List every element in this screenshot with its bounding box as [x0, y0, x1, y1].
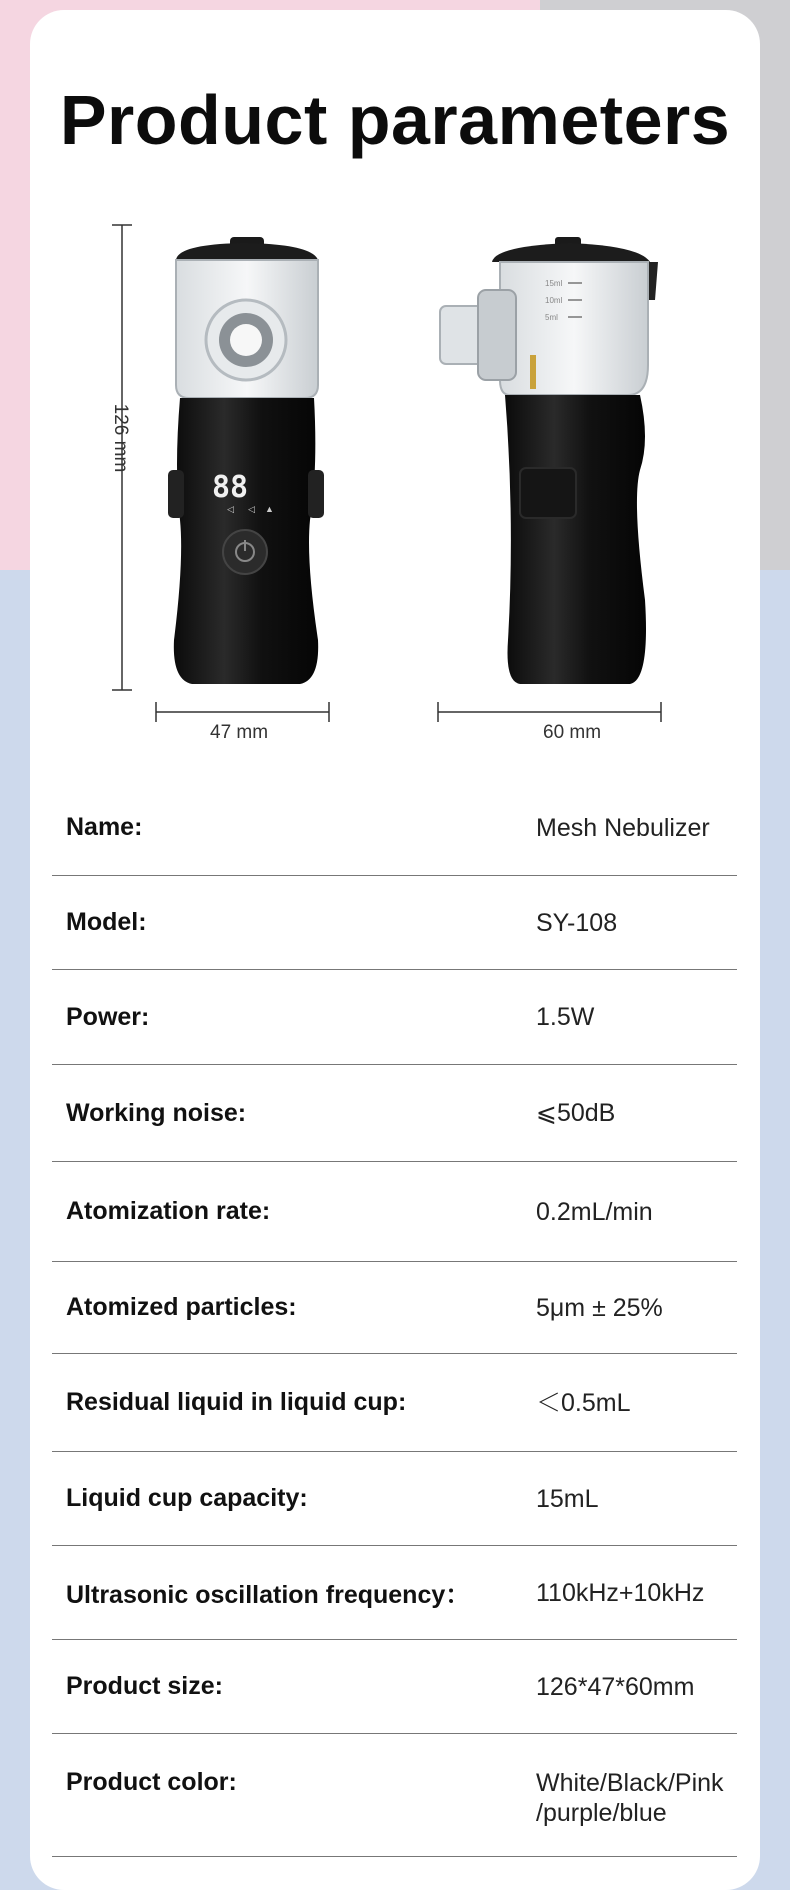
page-title: Product parameters — [59, 81, 731, 159]
spec-row-product-size — [52, 1640, 737, 1734]
spec-label: Product color: — [66, 1768, 237, 1796]
front-width-dimension-line — [156, 702, 329, 722]
device-display: 88 — [211, 470, 249, 505]
spec-label: Working noise: — [66, 1098, 247, 1127]
spec-row-name — [52, 780, 737, 876]
cup-mark-10ml: 10ml — [545, 296, 563, 305]
spec-row-model — [52, 876, 737, 970]
spec-row-working-noise — [52, 1065, 737, 1162]
cup-mark-5ml: 5ml — [545, 313, 558, 322]
spec-value: 5μm ± 25% — [536, 1293, 663, 1322]
spec-label: Product size: — [66, 1672, 223, 1700]
spec-table — [52, 780, 737, 1857]
product-figure — [0, 0, 790, 780]
spec-value: SY-108 — [536, 908, 618, 937]
side-width-dimension-label: 60 mm — [543, 722, 602, 743]
spec-label: Name: — [66, 813, 143, 841]
svg-text:◁: ◁ — [227, 504, 234, 514]
front-width-dimension-label: 47 mm — [210, 722, 269, 743]
spec-label: Ultrasonic oscillation frequency： — [66, 1580, 471, 1609]
spec-value: White/Black/Pink /purple/blue — [536, 1769, 724, 1827]
spec-value: 0.2mL/min — [536, 1197, 653, 1226]
spec-row-oscillation-frequency — [52, 1546, 737, 1640]
nebulizer-front-view — [168, 237, 324, 684]
spec-value: 1.5W — [536, 1003, 595, 1031]
spec-row-atomized-particles — [52, 1262, 737, 1354]
spec-value: Mesh Nebulizer — [536, 813, 710, 842]
spec-label: Power: — [66, 1002, 150, 1031]
height-dimension-label: 126 mm — [110, 403, 131, 473]
spec-label: Residual liquid in liquid cup: — [66, 1388, 407, 1416]
svg-text:◁: ◁ — [248, 504, 255, 514]
spec-value: 15mL — [536, 1484, 599, 1513]
spec-value: 110kHz+10kHz — [536, 1578, 705, 1607]
spec-row-cup-capacity — [52, 1452, 737, 1546]
side-width-dimension-line — [438, 702, 661, 722]
spec-row-atomization-rate — [52, 1162, 737, 1262]
spec-row-residual-liquid — [52, 1354, 737, 1452]
nebulizer-side-view — [440, 237, 658, 684]
spec-label: Liquid cup capacity: — [66, 1484, 308, 1512]
spec-value: 126*47*60mm — [536, 1672, 695, 1701]
spec-label: Model: — [66, 908, 147, 936]
spec-label: Atomization rate: — [66, 1197, 271, 1225]
cup-mark-15ml: 15ml — [545, 279, 563, 288]
spec-label: Atomized particles: — [66, 1293, 297, 1321]
spec-value: ＜0.5mL — [536, 1388, 631, 1417]
spec-value: ⩽50dB — [536, 1099, 616, 1127]
svg-text:▲: ▲ — [265, 504, 274, 514]
spec-row-power — [52, 970, 737, 1065]
spec-row-product-color — [52, 1734, 737, 1857]
